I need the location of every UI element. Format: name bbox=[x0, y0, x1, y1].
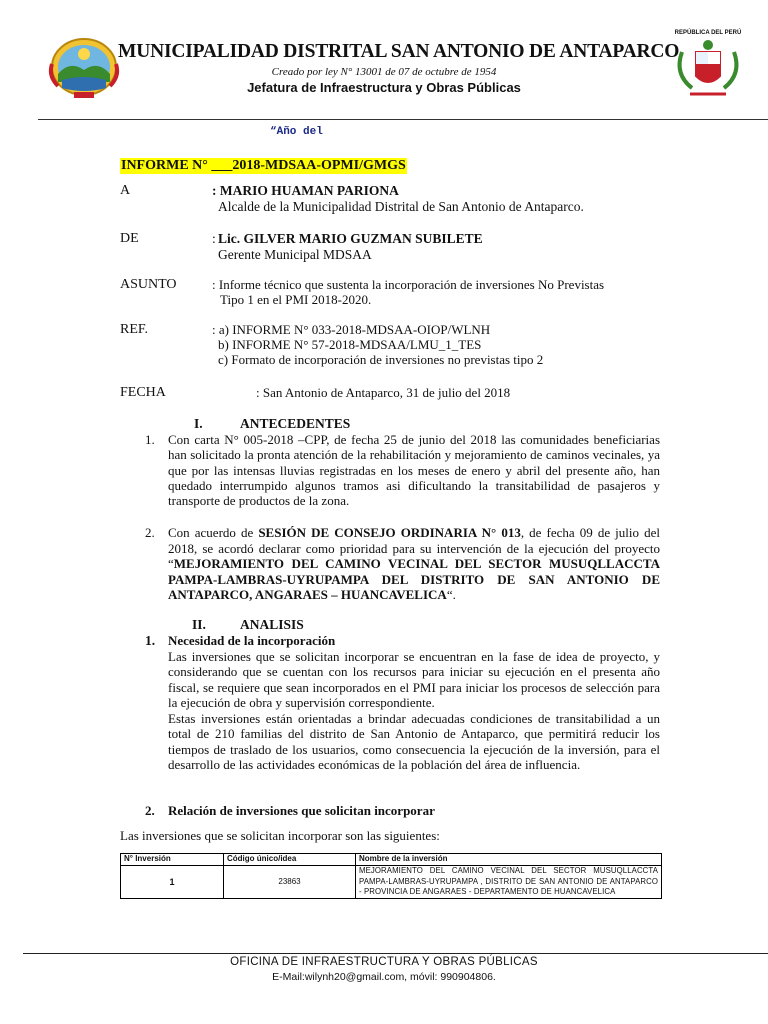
section-1-number: I. bbox=[194, 416, 203, 431]
session-name: SESIÓN DE CONSEJO ORDINARIA N° 013 bbox=[258, 525, 521, 540]
column-header: Nombre de la inversión bbox=[356, 854, 662, 866]
project-name: MEJORAMIENTO DEL CAMINO VECINAL DEL SECTOR MUSUQLLACCTA PAMPA-LAMBRAS-UYRUPAMPA DEL DISTRITO DE SAN ANTONIO DE ANTAPARCO, ANGARAES – HUANCAVELICA bbox=[168, 556, 660, 603]
section-2-number: II. bbox=[192, 617, 206, 632]
footer-office: OFICINA DE INFRAESTRUCTURA Y OBRAS PÚBLICAS bbox=[230, 956, 538, 968]
from-label: DE bbox=[120, 231, 139, 246]
antecedente-1-text: Con carta N° 005-2018 –CPP, de fecha 25 de junio del 2018 las comunidades beneficiarias han solicitado la pronta atención de la rehabilitación y mejoramiento de caminos vecinales, ya que por las intensas lluvias registradas en los meses de enero y abril del presente año, han quedado interrumpido algunos tramos asi dificultando la transitabilidad de pasajeros y transporte de productos de la zona. bbox=[168, 432, 660, 509]
reference-a: : a) INFORME N° 033-2018-MDSAA-OIOP/WLNH bbox=[212, 322, 491, 337]
table-intro: Las inversiones que se solicitan incorporar son las siguientes: bbox=[120, 828, 440, 843]
subsection-2-number: 2. bbox=[145, 803, 155, 818]
table-cell-name: MEJORAMIENTO DEL CAMINO VECINAL DEL SECTOR MUSUQLLACCTA PAMPA-LAMBRAS-UYRUPAMPA , DISTRITO DE SAN ANTONIO DE ANTAPARCO - PROVINCIA DE ANGARAES - DEPARTAMENTO DE HUANCAVELICA bbox=[356, 866, 662, 899]
subject-line-1: : Informe técnico que sustenta la incorporación de inversiones No Previstas bbox=[212, 277, 605, 292]
subsection-1-title: Necesidad de la incorporación bbox=[168, 633, 336, 648]
table-row bbox=[121, 866, 662, 899]
section-2-title: ANALISIS bbox=[240, 617, 304, 632]
analisis-paragraph-2: Estas inversiones están orientadas a brindar adecuadas condiciones de transitabilidad a un total de 210 familias del distrito de San Antonio de Antaparco, que permitirá reducir los tiempos de traslado de los usuarios, como consecuencia la ejecución de la inversión, para el desarrollo de las actividades económicas de la población del área de influencia. bbox=[168, 711, 660, 772]
subject-label: ASUNTO bbox=[120, 277, 177, 292]
investments-table bbox=[120, 853, 662, 899]
section-1-title: ANTECEDENTES bbox=[240, 416, 351, 431]
to-role: Alcalde de la Municipalidad Distrital de San Antonio de Antaparco. bbox=[218, 199, 584, 214]
peru-seal-caption: REPÚBLICA DEL PERÚ bbox=[674, 30, 742, 36]
reference-label: REF. bbox=[120, 322, 149, 337]
year-motto: “Año del bbox=[270, 126, 323, 138]
department-name: Jefatura de Infraestructura y Obras Públicas bbox=[247, 80, 521, 95]
peru-coat-of-arms-icon bbox=[668, 30, 748, 105]
report-number: INFORME N° ___2018-MDSAA-OPMI/GMGS bbox=[121, 158, 406, 173]
subject-line-2: Tipo 1 en el PMI 2018-2020. bbox=[220, 292, 372, 307]
date-value: : San Antonio de Antaparco, 31 de julio del 2018 bbox=[256, 385, 511, 400]
creation-law-text: Creado por ley N° 13001 de 07 de octubre de 1954 bbox=[271, 66, 497, 78]
item-1-number: 1. bbox=[145, 432, 155, 447]
reference-b: b) INFORME N° 57-2018-MDSAA/LMU_1_TES bbox=[218, 337, 482, 352]
footer-divider bbox=[23, 953, 768, 954]
table-cell-number: 1 bbox=[121, 866, 224, 899]
antecedente-2-text: Con acuerdo de SESIÓN DE CONSEJO ORDINARIA N° 013, de fecha 09 de julio del 2018, se acordó declarar como prioridad para su intervención de la ejecución del proyecto “MEJORAMIENTO DEL CAMINO VECINAL DEL SECTOR MUSUQLLACCTA PAMPA-LAMBRAS-UYRUPAMPA DEL DISTRITO DE SAN ANTONIO DE ANTAPARCO, ANGARAES – HUANCAVELICA“. bbox=[168, 525, 660, 603]
column-header: Código único/idea bbox=[224, 854, 356, 866]
to-name: : MARIO HUAMAN PARIONA bbox=[212, 183, 399, 198]
table-cell-code: 23863 bbox=[224, 866, 356, 899]
table-header-row bbox=[121, 854, 662, 866]
to-label: A bbox=[120, 183, 131, 198]
from-role: Gerente Municipal MDSAA bbox=[218, 247, 372, 262]
analisis-paragraph-1: Las inversiones que se solicitan incorporar se encuentran en la fase de idea de proyecto, y considerando que se cuentan con los recursos para iniciar su ejecución en el presenta año fiscal, se requiere que sean incorporados en el PMI para iniciar los procesos de selección para la ejecución de obra y supervisión correspondiente. bbox=[168, 649, 660, 710]
item-2-number: 2. bbox=[145, 525, 155, 540]
page-title: MUNICIPALIDAD DISTRITAL SAN ANTONIO DE ANTAPARCO bbox=[118, 41, 680, 62]
header-divider bbox=[38, 119, 768, 120]
footer-contact: E-Mail:wilynh20@gmail.com, móvil: 990904806. bbox=[272, 971, 496, 983]
reference-c: c) Formato de incorporación de inversiones no previstas tipo 2 bbox=[218, 352, 544, 367]
date-label: FECHA bbox=[120, 385, 166, 400]
from-name: Lic. GILVER MARIO GUZMAN SUBILETE bbox=[218, 231, 483, 246]
column-header: N° Inversión bbox=[121, 854, 224, 866]
subsection-1-number: 1. bbox=[145, 633, 156, 648]
from-colon: : bbox=[212, 231, 216, 246]
subsection-2-title: Relación de inversiones que solicitan incorporar bbox=[168, 803, 435, 818]
